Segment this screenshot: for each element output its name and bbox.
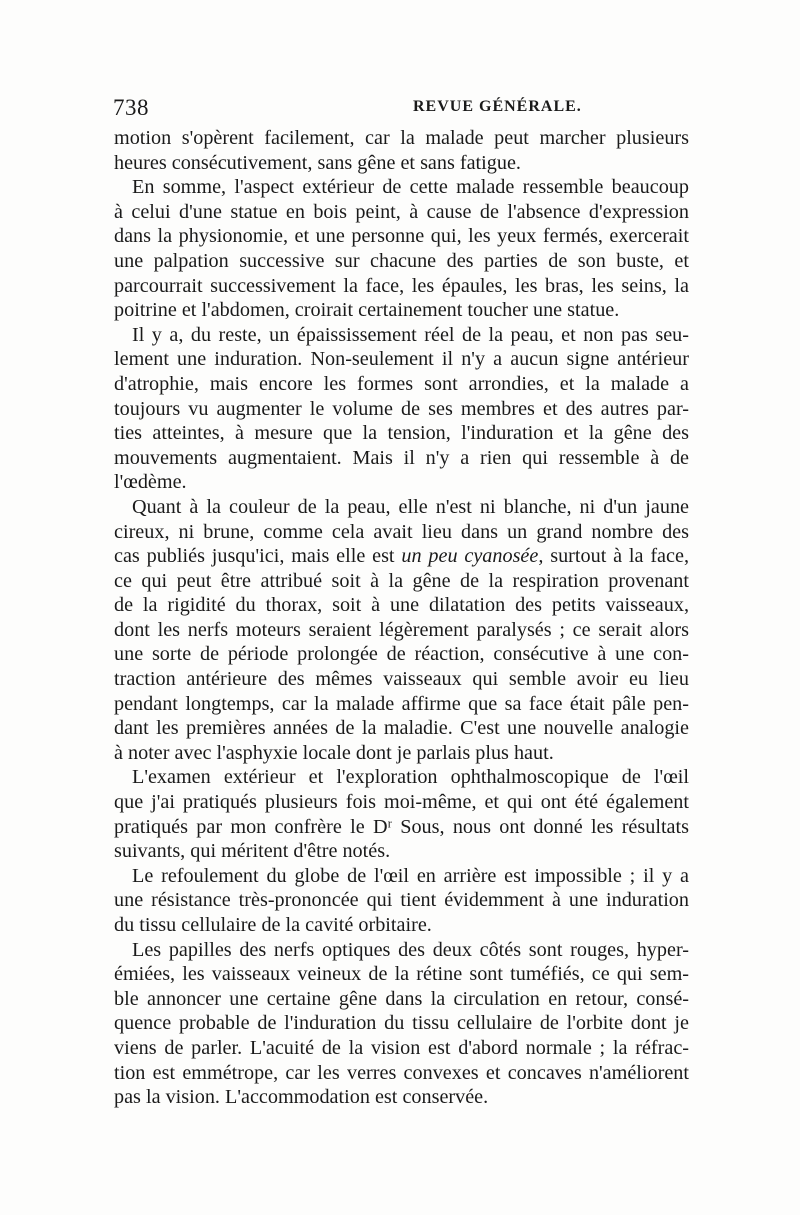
text-line: quence probable de l'induration du tissu cellulaire de l'orbite dont je (114, 1012, 689, 1035)
text-line: dans la physionomie, et une personne qui, les yeux fermés, exercerait (114, 225, 689, 248)
text-line: Les papilles des nerfs optiques des deux côtés sont rouges, hyper- (132, 938, 689, 961)
text-line: mouvements augmentaient. Mais il n'y a rien qui ressemble à de (114, 446, 689, 469)
text-segment: cas publiés jusqu'ici, mais elle est (114, 545, 402, 568)
paragraph-1 (114, 126, 689, 175)
text-line: poitrine et l'abdomen, croirait certainement toucher une statue. (114, 299, 620, 322)
text-line: d'atrophie, mais encore les formes sont arrondies, et la malade a (114, 372, 689, 395)
text-segment: surtout à la face, (543, 545, 689, 568)
text-line: L'examen extérieur et l'exploration ophthalmoscopique de l'œil (132, 766, 689, 789)
text-line: une résistance très-prononcée qui tient évidemment à une induration (114, 889, 689, 912)
text-line: ble annoncer une certaine gêne dans la circulation en retour, consé- (114, 987, 689, 1010)
text-line: ce qui peut être attribué soit à la gêne de la respiration provenant (114, 569, 689, 592)
text-line: ties atteintes, à mesure que la tension, l'induration et la gêne des (114, 422, 689, 445)
text-line: pendant longtemps, car la malade affirme que sa face était pâle pen- (114, 692, 689, 715)
text-line: parcourrait successivement la face, les épaules, les bras, les seins, la (114, 274, 689, 297)
paragraph-2 (114, 175, 689, 323)
text-line: du tissu cellulaire de la cavité orbitaire. (114, 914, 432, 936)
text-line: une sorte de période prolongée de réaction, consécutive à une con- (114, 643, 689, 666)
paragraph-3 (114, 323, 689, 495)
text-line: émiées, les vaisseaux veineux de la rétine sont tuméfiés, ce qui sem- (114, 963, 689, 986)
page-number: 738 (113, 95, 149, 120)
text-line: cireux, ni brune, comme cela avait lieu dans un grand nombre des (114, 520, 689, 543)
text-line: tion est emmétrope, car les verres convexes et concaves n'améliorent (114, 1061, 689, 1084)
paragraph-6 (114, 864, 689, 938)
text-line: Quant à la couleur de la peau, elle n'est ni blanche, ni d'un jaune (132, 495, 689, 518)
text-line: motion s'opèrent facilement, car la malade peut marcher plusieurs (114, 127, 689, 149)
text-line: à noter avec l'asphyxie locale dont je parlais plus haut. (114, 741, 554, 764)
text-line: de la rigidité du thorax, soit à une dilatation des petits vaisseaux, (114, 594, 689, 617)
text-line: dant les premières années de la maladie. C'est une nouvelle analogie (114, 717, 689, 740)
body-text (114, 126, 689, 1110)
text-line: heures consécutivement, sans gêne et sans fatigue. (114, 151, 521, 174)
text-line: traction antérieure des mêmes vaisseaux qui semble avoir eu lieu (114, 668, 689, 691)
paragraph-5 (114, 765, 689, 863)
text-line: que j'ai pratiqués plusieurs fois moi-même, et qui ont été également (114, 791, 689, 814)
text-line: pas la vision. L'accommodation est conservée. (114, 1086, 489, 1109)
text-line: une palpation successive sur chacune des parties de son buste, et (114, 249, 689, 272)
text-line: dont les nerfs moteurs seraient légèrement paralysés ; ce serait alors (114, 618, 689, 641)
text-line: toujours vu augmenter le volume de ses membres et des autres par- (114, 397, 689, 420)
text-line: suivants, qui méritent d'être notés. (114, 840, 391, 863)
running-title: REVUE GÉNÉRALE. (413, 98, 582, 115)
paragraph-7 (114, 938, 689, 1110)
text-line: viens de parler. L'acuité de la vision est d'abord normale ; la réfrac- (114, 1036, 689, 1059)
text-line: Le refoulement du globe de l'œil en arrière est impossible ; il y a (132, 864, 689, 887)
text-line: à celui d'une statue en bois peint, à cause de l'absence d'expression (114, 200, 689, 223)
text-line-with-italic (114, 544, 689, 569)
text-line: En somme, l'aspect extérieur de cette malade ressemble beaucoup (132, 176, 689, 199)
text-line: lement une induration. Non-seulement il n'y a aucun signe antérieur (114, 348, 689, 371)
page-header (113, 95, 688, 125)
text-line: Il y a, du reste, un épaississement réel de la peau, et non pas seu- (132, 323, 689, 346)
italic-phrase: un peu cyanosée, (401, 545, 544, 568)
paragraph-4 (114, 495, 689, 766)
text-line: l'œdème. (114, 471, 187, 494)
text-line: pratiqués par mon confrère le Dʳ Sous, nous ont donné les résultats (114, 815, 689, 838)
